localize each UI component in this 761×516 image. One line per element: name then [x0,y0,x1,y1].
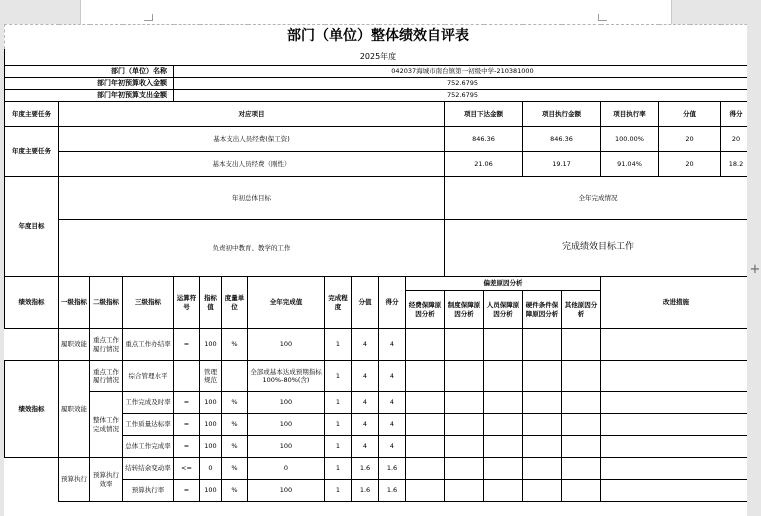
actual-cell: 100 [248,392,325,414]
score-value-cell: 1.6 [352,480,379,502]
degree-cell: 1 [325,480,352,502]
score-value-cell: 1.6 [352,458,379,480]
level3-cell: 结转结余变动率 [123,458,174,480]
task-allocated: 21.06 [445,152,523,177]
col-operator: 运算符号 [174,277,200,329]
score-cell: 4 [379,414,406,436]
goals-initial-text: 负责初中教育、教学的工作 [59,220,445,277]
tasks-col-allocated: 项目下达金额 [445,102,523,127]
degree-cell: 1 [325,436,352,458]
col-deviation-funding: 经费保障原因分析 [406,291,445,329]
target-cell: 100 [200,436,222,458]
score-value-cell: 4 [352,414,379,436]
target-cell: 100 [200,392,222,414]
unit-cell: % [222,436,248,458]
level3-cell: 重点工作办结率 [123,329,174,361]
score-value-cell: 4 [352,329,379,361]
col-level3: 三级指标 [123,277,174,329]
task-score: 20 [721,127,748,152]
tasks-col-score: 得分 [721,102,748,127]
target-cell: 100 [200,414,222,436]
degree-cell: 1 [325,329,352,361]
indicators-row-label: 绩效指标 [5,361,59,458]
target-cell: 管理规范 [200,361,222,392]
crop-mark-left [144,14,153,21]
col-score: 得分 [379,277,406,329]
target-cell: 100 [200,480,222,502]
operator-cell [174,361,200,392]
tasks-header-label: 年度主要任务 [5,102,59,127]
page-title: 部门（单位）整体绩效自评表 [5,25,748,50]
score-cell: 4 [379,329,406,361]
unit-cell [222,361,248,392]
col-level1: 一级指标 [59,277,90,329]
task-project: 基本支出人员经费（刚性） [59,152,445,177]
tasks-col-rate: 项目执行率 [601,102,659,127]
tasks-col-score-value: 分值 [659,102,721,127]
col-target: 指标值 [200,277,222,329]
col-deviation-system: 制度保障原因分析 [445,291,484,329]
add-icon[interactable]: + [749,262,761,277]
level3-cell: 综合管理水平 [123,361,174,392]
operator-cell: = [174,392,200,414]
goals-completion-text: 完成绩效目标工作 [445,220,748,277]
unit-cell: % [222,480,248,502]
actual-cell: 100 [248,414,325,436]
tasks-row-label: 年度主要任务 [5,127,59,177]
dept-name-label: 部门（单位）名称 [5,66,174,78]
goals-completion-header: 全年完成情况 [445,177,748,220]
col-improve: 改进措施 [601,277,748,329]
col-deviation-hardware: 硬件条件保障原因分析 [523,291,562,329]
operator-cell: = [174,329,200,361]
indicators-header-label: 绩效指标 [5,277,59,329]
indicators-blank [5,458,59,480]
crop-mark-right [598,14,607,21]
col-degree: 完成程度 [325,277,352,329]
level1-cell: 预算执行 [59,458,90,502]
task-allocated: 846.36 [445,127,523,152]
level1-cell: 履职效能 [59,361,90,458]
expense-value: 752.6795 [174,90,748,102]
task-score: 18.2 [721,152,748,177]
col-deviation-staff: 人员保障原因分析 [484,291,523,329]
level3-cell: 工作完成及时率 [123,392,174,414]
col-level2: 二级指标 [90,277,123,329]
degree-cell: 1 [325,361,352,392]
indicators-blank [5,480,59,502]
operator-cell: <= [174,458,200,480]
level3-cell: 工作质量达标率 [123,414,174,436]
task-score-value: 20 [659,152,721,177]
task-executed: 846.36 [523,127,601,152]
degree-cell: 1 [325,392,352,414]
actual-cell: 100 [248,436,325,458]
degree-cell: 1 [325,458,352,480]
unit-cell: % [222,392,248,414]
score-cell: 4 [379,392,406,414]
score-cell: 4 [379,436,406,458]
task-project: 基本支出人员经费(保工资) [59,127,445,152]
task-rate: 91.04% [601,152,659,177]
actual-cell: 100 [248,480,325,502]
level2-cell: 重点工作履行情况 [90,361,123,392]
score-value-cell: 4 [352,392,379,414]
level3-cell: 总体工作完成率 [123,436,174,458]
spreadsheet-page [4,24,747,516]
actual-cell: 全部或基本达成预期指标 100%-80%(含) [248,361,325,392]
income-label: 部门年初预算收入金额 [5,78,174,90]
income-value: 752.6795 [174,78,748,90]
task-rate: 100.00% [601,127,659,152]
col-deviation: 偏差原因分析 [406,277,601,291]
unit-cell: % [222,329,248,361]
score-cell: 1.6 [379,480,406,502]
task-score-value: 20 [659,127,721,152]
col-actual: 全年完成值 [248,277,325,329]
indicators-blank [5,329,59,361]
performance-table [4,24,747,502]
col-unit: 度量单位 [222,277,248,329]
goals-label: 年度目标 [5,177,59,277]
actual-cell: 0 [248,458,325,480]
score-value-cell: 4 [352,361,379,392]
target-cell: 0 [200,458,222,480]
target-cell: 100 [200,329,222,361]
level2-cell: 预算执行效率 [90,458,123,502]
operator-cell: = [174,436,200,458]
unit-cell: % [222,458,248,480]
task-executed: 19.17 [523,152,601,177]
level1-cell: 履职效能 [59,329,90,361]
operator-cell: = [174,480,200,502]
operator-cell: = [174,414,200,436]
goals-initial-header: 年初总体目标 [59,177,445,220]
score-value-cell: 4 [352,436,379,458]
tasks-col-executed: 项目执行金额 [523,102,601,127]
level3-cell: 预算执行率 [123,480,174,502]
level2-cell: 重点工作履行情况 [90,329,123,361]
tasks-col-project: 对应项目 [59,102,445,127]
dept-name-value: 042037海城市南台镇第一初级中学-210381000 [174,66,748,78]
level2-cell: 整体工作完成情况 [90,392,123,458]
report-year: 2025年度 [5,49,748,66]
unit-cell: % [222,414,248,436]
previous-page-edge [80,0,672,24]
score-cell: 4 [379,361,406,392]
degree-cell: 1 [325,414,352,436]
col-deviation-other: 其他原因分析 [562,291,601,329]
expense-label: 部门年初预算支出金额 [5,90,174,102]
col-score-value: 分值 [352,277,379,329]
actual-cell: 100 [248,329,325,361]
score-cell: 1.6 [379,458,406,480]
